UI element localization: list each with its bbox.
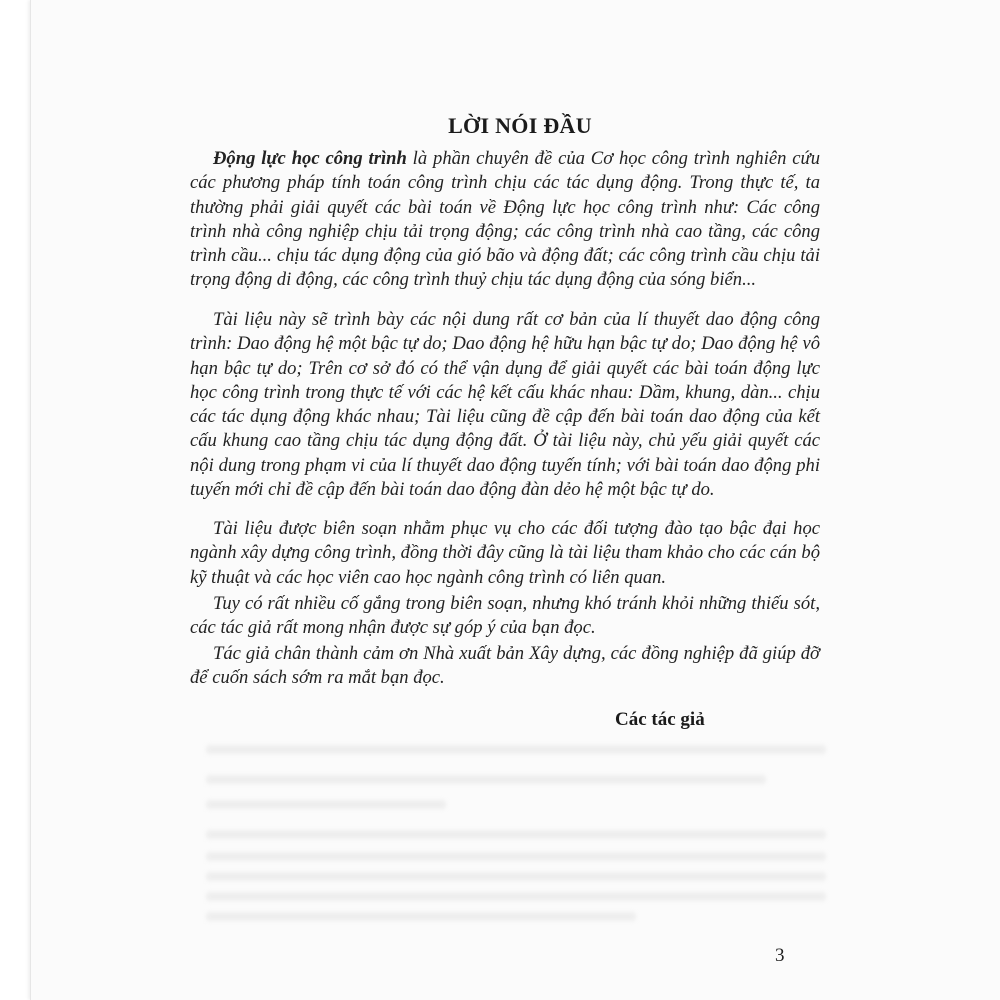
signature: Các tác giả [615, 709, 705, 730]
bleed-through-mark [206, 745, 826, 754]
paragraph-1 [190, 147, 820, 293]
paragraph-2 [190, 308, 820, 502]
book-page [30, 0, 1000, 1000]
bleed-through-mark [206, 872, 826, 881]
page-number: 3 [775, 945, 785, 966]
paragraph-text: Tài liệu được biên soạn nhằm phục vụ cho các đối tượng đào tạo bậc đại học ngành xây dựng công trình, đồng thời đây cũng là tài liệu tham khảo cho các cán bộ kỹ thuật và các học viên cao học ngành công trình có liên quan. [190, 518, 820, 588]
paragraph-text: là phần chuyên đề của Cơ học công trình nghiên cứu các phương pháp tính toán công trình chịu các tác dụng động. Trong thực tế, ta thường phải giải quyết các bài toán về Động lực học công trình như: Các công trình nhà công nghiệp chịu tải trọng động; các công trình nhà cao tầng, các công trình cầu... chịu tác dụng động của gió bão và động đất; các công trình cầu chịu tải trọng động di động, các công trình thuỷ chịu tác dụng động của sóng biển... [190, 148, 821, 291]
paragraph-lead: Động lực học công trình [213, 148, 407, 169]
paragraph-text: Tác giả chân thành cảm ơn Nhà xuất bản Xây dựng, các đồng nghiệp đã giúp đỡ để cuốn sách sớm ra mắt bạn đọc. [190, 643, 820, 689]
paragraph-text: Tuy có rất nhiều cố gắng trong biên soạn, nhưng khó tránh khỏi những thiếu sót, các tác giả rất mong nhận được sự góp ý của bạn đọc. [190, 593, 820, 639]
bleed-through-mark [206, 852, 826, 861]
bleed-through-mark [206, 800, 446, 809]
bleed-through-mark [206, 912, 636, 921]
paragraph-4 [190, 592, 820, 641]
page-title: LỜI NÓI ĐẦU [448, 113, 592, 138]
bleed-through-mark [206, 892, 826, 901]
bleed-through-mark [206, 775, 766, 784]
paragraph-5 [190, 642, 820, 691]
bleed-through-mark [206, 830, 826, 839]
paragraph-text: Tài liệu này sẽ trình bày các nội dung rất cơ bản của lí thuyết dao động công trình: Dao động hệ một bậc tự do; Dao động hệ hữu hạn bậc tự do; Dao động hệ vô hạn bậc tự do; Trên cơ sở đó có thể vận dụng để giải quyết các bài toán động lực học công trình trong thực tế với các hệ kết cấu khác nhau: Dầm, khung, dàn... chịu các tác dụng động khác nhau; Tài liệu cũng đề cập đến bài toán dao động của kết cấu khung cao tầng chịu tác dụng động đất. Ở tài liệu này, chủ yếu giải quyết các nội dung trong phạm vi của lí thuyết dao động tuyến tính; với bài toán dao động phi tuyến mới chỉ đề cập đến bài toán dao động đàn dẻo hệ một bậc tự do. [190, 309, 820, 501]
paragraph-3 [190, 517, 820, 590]
